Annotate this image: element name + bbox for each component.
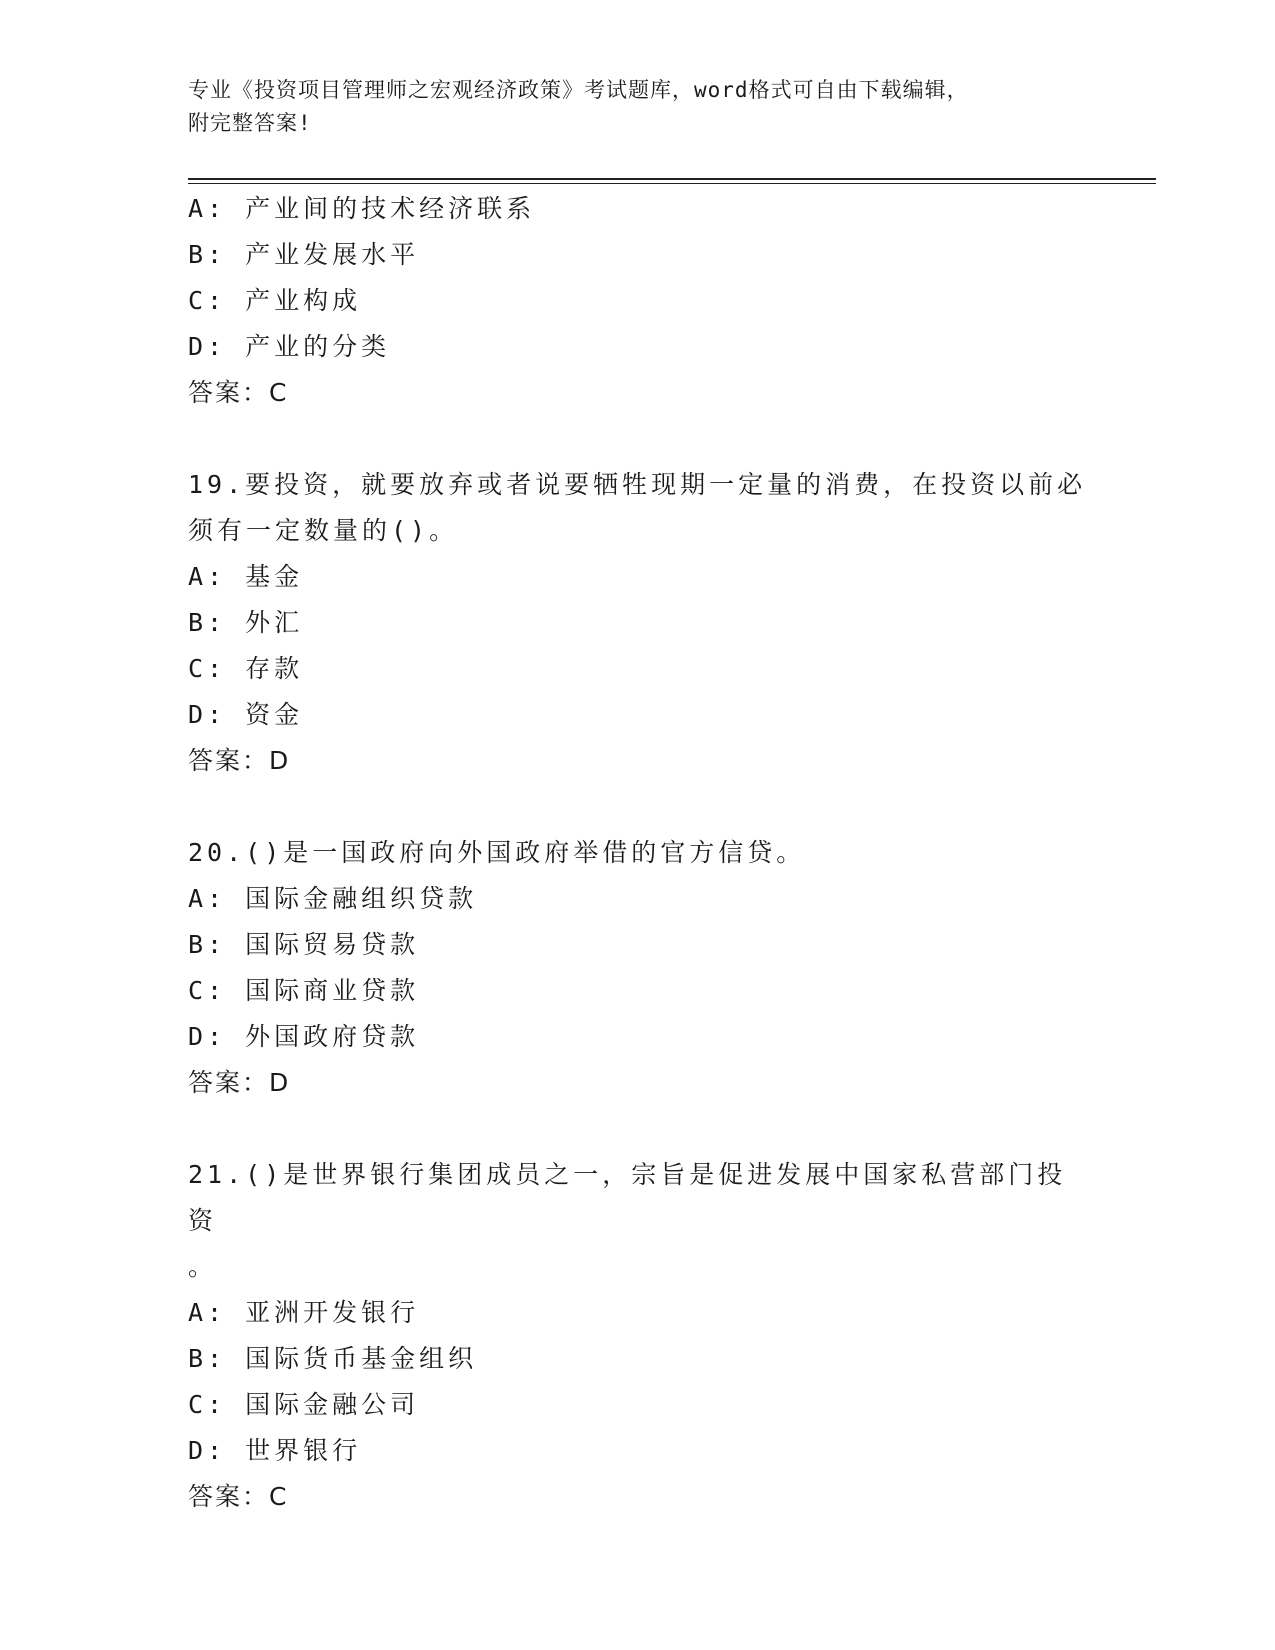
question-block-20 [188, 830, 1088, 1106]
question-text-line-1: 20.()是一国政府向外国政府举借的官方信贷。 [188, 838, 806, 867]
option-a: A: 亚洲开发银行 [188, 1298, 420, 1327]
option-d: D: 世界银行 [188, 1436, 362, 1465]
option-c: C: 存款 [188, 654, 304, 683]
question-text-line-1: 19.要投资，就要放弃或者说要牺牲现期一定量的消费，在投资以前必 [188, 470, 1087, 499]
header-divider-thin [188, 183, 1156, 184]
option-c: C: 产业构成 [188, 286, 362, 315]
option-b: B: 国际货币基金组织 [188, 1344, 478, 1373]
question-block-19 [188, 462, 1088, 784]
option-d: D: 外国政府贷款 [188, 1022, 420, 1051]
question-block-18 [188, 186, 1088, 416]
option-c: C: 国际金融公司 [188, 1390, 420, 1419]
answer-line: 答案：D [188, 1068, 291, 1097]
option-a: A: 产业间的技术经济联系 [188, 194, 536, 223]
option-d: D: 产业的分类 [188, 332, 391, 361]
question-text-line-1: 21.()是世界银行集团成员之一，宗旨是促进发展中国家私营部门投资 [188, 1160, 1067, 1235]
option-d: D: 资金 [188, 700, 304, 729]
question-list [188, 186, 1088, 1520]
option-b: B: 国际贸易贷款 [188, 930, 420, 959]
header-line-2: 附完整答案! [188, 111, 312, 135]
question-text-line-2: 须有一定数量的()。 [188, 516, 459, 545]
answer-line: 答案：D [188, 746, 291, 775]
option-c: C: 国际商业贷款 [188, 976, 420, 1005]
option-b: B: 产业发展水平 [188, 240, 420, 269]
question-block-21 [188, 1152, 1088, 1520]
option-a: A: 国际金融组织贷款 [188, 884, 478, 913]
option-a: A: 基金 [188, 562, 304, 591]
option-b: B: 外汇 [188, 608, 304, 637]
header-divider-thick [188, 178, 1156, 180]
document-header [188, 74, 1088, 140]
answer-line: 答案：C [188, 378, 289, 407]
answer-line: 答案：C [188, 1482, 289, 1511]
question-text-line-2: 。 [188, 1252, 218, 1281]
header-line-1: 专业《投资项目管理师之宏观经济政策》考试题库，word格式可自由下载编辑， [188, 78, 969, 102]
